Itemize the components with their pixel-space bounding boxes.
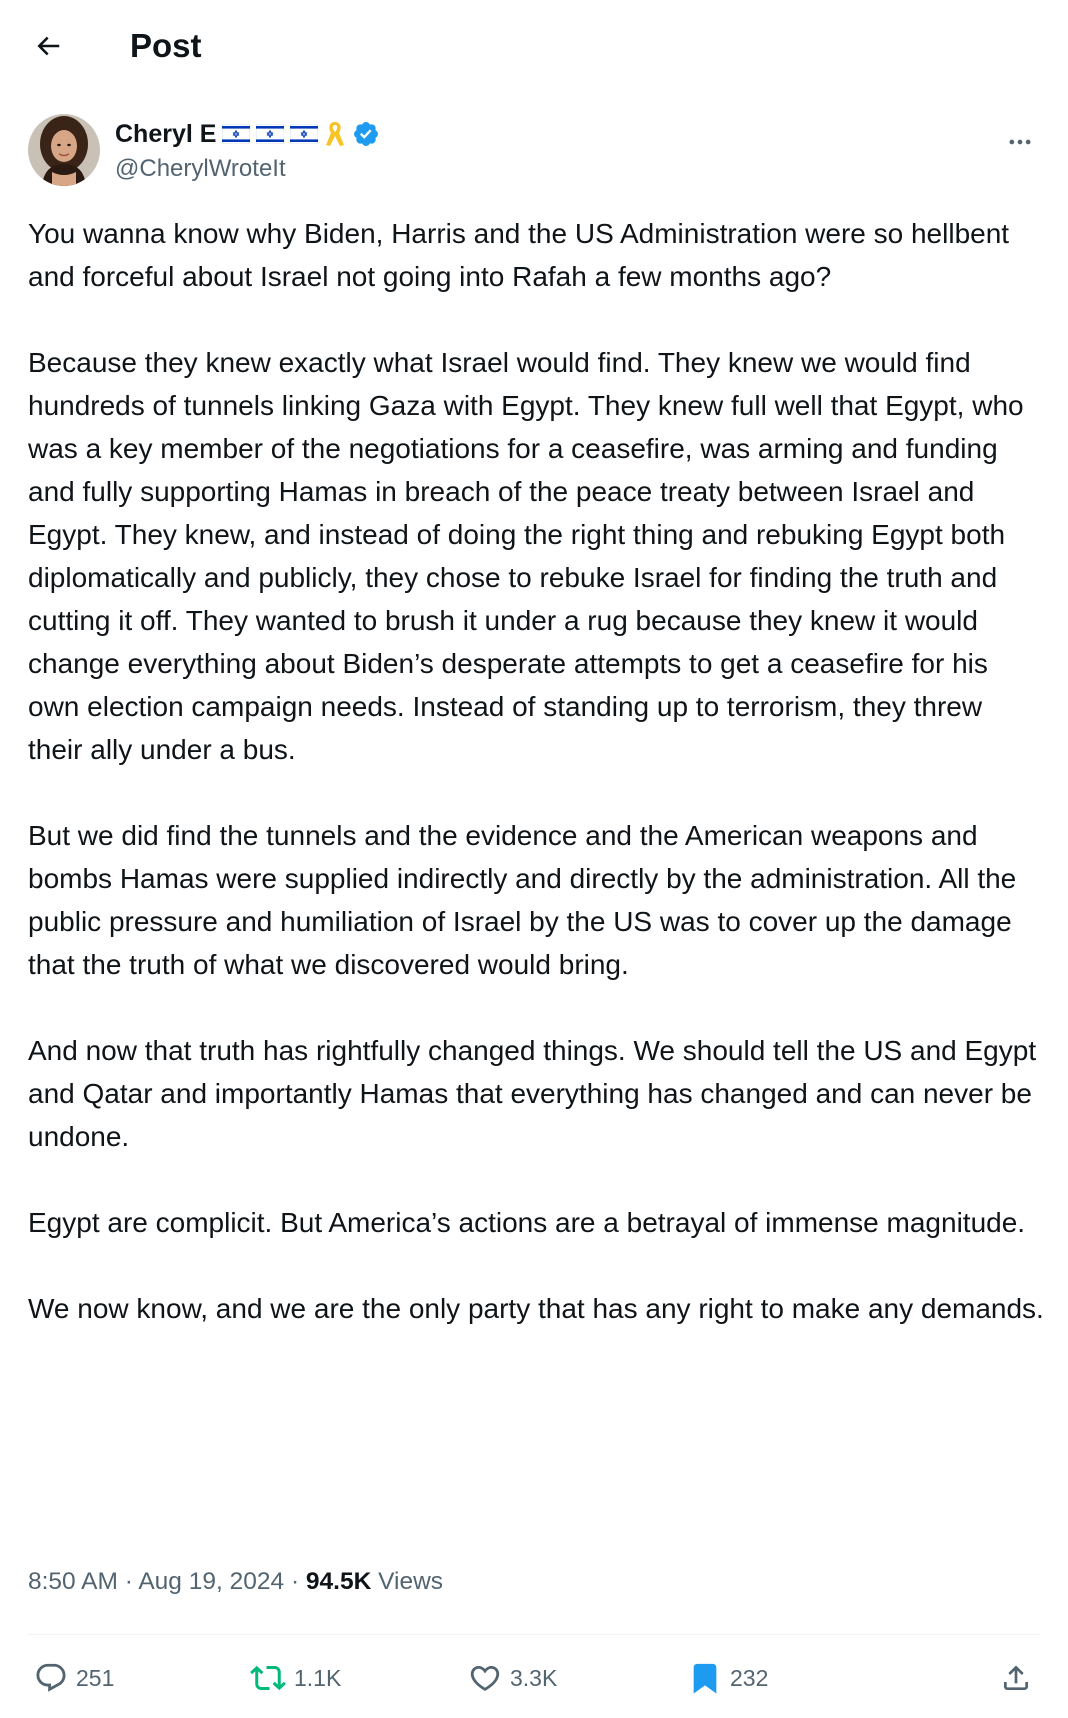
israel-flag-icon (290, 124, 318, 144)
post-paragraph: And now that truth has rightfully changed things. We should tell the US and Egypt and Qatar and importantly Hamas that everything has changed and can never be undone. (28, 1035, 1037, 1152)
verified-badge-icon[interactable] (352, 120, 380, 148)
name-row (115, 118, 380, 150)
repost-button[interactable] (250, 1650, 341, 1706)
post-paragraph: You wanna know why Biden, Harris and the US Administration were so hellbent and forceful about Israel not going into Rafah a few months ago? (28, 218, 1010, 292)
meta-separator: · (124, 1568, 133, 1595)
post-paragraph: Because they knew exactly what Israel would find. They knew we would find hundreds of tunnels linking Gaza with Egypt. They knew full well that Egypt, who was a key member of the negotiations for a ceasefire, was arming and funding and fully supporting Hamas in breach of the peace treaty between Israel and Egypt. They knew, and instead of doing the right thing and rebuking Egypt both diplomatically and publicly, they chose to rebuke Israel for finding the truth and cutting it off. They wanted to brush it under a rug because they knew it would change everything about Biden’s desperate attempts to get a ceasefire for his own election campaign needs. Instead of standing up to terrorism, they threw their ally under a bus. (28, 347, 1024, 765)
post-text (28, 212, 1044, 1330)
post-paragraph: But we did find the tunnels and the evidence and the American weapons and bombs Hamas were supplied indirectly and directly by the administration. All the public pressure and humiliation of Israel by the US was to cover up the damage that the truth of what we discovered would bring. (28, 820, 1017, 980)
avatar[interactable] (28, 114, 100, 186)
author-handle[interactable]: @CherylWroteIt (115, 155, 286, 182)
views-count: 94.5K (305, 1568, 372, 1595)
share-icon (1000, 1662, 1032, 1694)
reply-icon (34, 1661, 68, 1695)
post-paragraph: Egypt are complicit. But America’s actions are a betrayal of immense magnitude. (28, 1207, 1026, 1238)
author-block (28, 112, 1040, 192)
action-bar (28, 1650, 1040, 1706)
yellow-ribbon-icon (324, 120, 346, 148)
more-options-button[interactable] (1000, 122, 1040, 162)
divider (28, 1634, 1040, 1635)
israel-flag-icon (222, 124, 250, 144)
page-title: Post (130, 27, 202, 64)
meta-separator: · (290, 1568, 300, 1595)
author-name[interactable]: Cheryl E (115, 120, 217, 148)
bookmark-icon (688, 1661, 722, 1695)
post-time[interactable]: 8:50 AM (28, 1568, 118, 1595)
post-meta (28, 1566, 443, 1598)
israel-flag-icon (256, 124, 284, 144)
repost-count: 1.1K (294, 1664, 342, 1691)
post-date[interactable]: Aug 19, 2024 (138, 1568, 285, 1595)
bookmark-button[interactable] (688, 1650, 768, 1706)
post-paragraph: We now know, and we are the only party that has any right to make any demands. (28, 1293, 1044, 1324)
reply-count: 251 (76, 1664, 115, 1691)
share-button[interactable] (1000, 1650, 1032, 1706)
views-label: Views (378, 1568, 444, 1595)
header (0, 0, 1068, 96)
repost-icon (250, 1660, 286, 1696)
avatar-image (28, 114, 100, 186)
heart-icon (468, 1661, 502, 1695)
back-button[interactable] (26, 24, 70, 68)
arrow-left-icon (33, 31, 63, 61)
like-count: 3.3K (510, 1664, 558, 1691)
like-button[interactable] (468, 1650, 557, 1706)
more-dots-icon (1006, 128, 1034, 156)
reply-button[interactable] (34, 1650, 114, 1706)
bookmark-count: 232 (730, 1664, 769, 1691)
